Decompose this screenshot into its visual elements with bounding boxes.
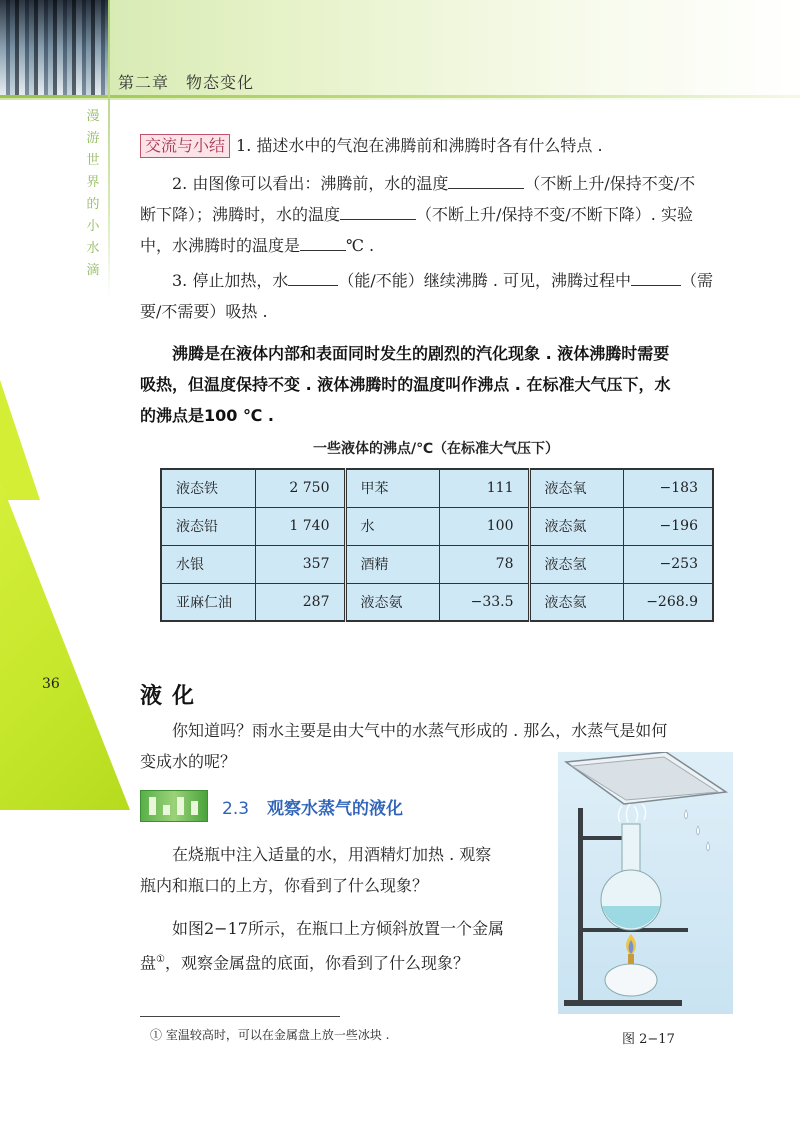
activity-p2-line1: 如图2−17所示，在瓶口上方倾斜放置一个金属 [172,919,504,938]
summary-q2-line1: 2. 由图像可以看出：沸腾前，水的温度 （不断上升/保持不变/不 [172,169,742,199]
summary-tag: 交流与小结 [140,134,230,158]
liquid-name-cell: 液态氧 [529,469,623,507]
green-wedge [0,480,130,810]
liquid-name-cell: 液态氢 [529,545,623,583]
boiling-point-cell: 2 750 [255,469,345,507]
chapter-title: 第二章 物态变化 [118,73,255,92]
activity-p1-line2: 瓶内和瓶口的上方，你看到了什么现象？ [140,876,429,895]
summary-q2-line2: 断下降）；沸腾时，水的温度 （不断上升/保持不变/不断下降）. 实验 [140,200,740,230]
boiling-point-cell: 111 [439,469,529,507]
section-heading: 液化 [140,684,205,709]
answer-blank [631,267,681,286]
boiling-point-cell: 1 740 [255,507,345,545]
page-number: 36 [42,676,60,692]
liquid-name-cell: 水 [345,507,439,545]
table-row [161,469,713,507]
answer-blank [288,267,338,286]
summary-q1: 交流与小结 1. 描述水中的气泡在沸腾前和沸腾时各有什么特点 . [140,131,740,161]
table-row [161,507,713,545]
table-caption: 一些液体的沸点/℃（在标准大气压下） [312,441,560,457]
summary-q2-line3: 中，水沸腾时的温度是 ℃ . [140,231,740,261]
table-row [161,583,713,621]
boiling-point-cell: 100 [439,507,529,545]
activity-title: 2.3 观察水蒸气的液化 [222,799,404,819]
section-intro-line2: 变成水的呢？ [140,752,237,771]
activity-icon [140,790,208,822]
footnote-marker: ① [156,954,165,965]
footnote: ① 室温较高时，可以在金属盘上放一些冰块 . [150,1028,390,1042]
boiling-point-cell: −196 [623,507,713,545]
boiling-point-cell: 78 [439,545,529,583]
liquid-name-cell: 甲苯 [345,469,439,507]
boiling-point-table [160,468,714,622]
answer-blank [448,170,524,189]
boiling-point-cell: −253 [623,545,713,583]
waterfall-photo [0,0,108,96]
liquid-name-cell: 液态氮 [529,507,623,545]
boiling-point-cell: 287 [255,583,345,621]
liquid-name-cell: 液态铁 [161,469,255,507]
boiling-point-cell: 357 [255,545,345,583]
table-row [161,545,713,583]
activity-p2-line2: 盘①，观察金属盘的底面，你看到了什么现象？ [140,953,469,973]
liquid-name-cell: 水银 [161,545,255,583]
liquid-name-cell: 液态氦 [529,583,623,621]
answer-blank [300,232,346,251]
sidebar-title: 漫游世界的小水滴 [86,109,100,278]
green-wedge-top [0,380,40,500]
boiling-definition: 沸腾是在液体内部和表面同时发生的剧烈的汽化现象 . 液体沸腾时需要 吸热，但温度保持不变 . 液体沸腾时的温度叫作沸点 . 在标准大气压下，水 的沸点是100 ℃ . [140,344,671,425]
liquid-name-cell: 亚麻仁油 [161,583,255,621]
answer-blank [340,201,416,220]
liquid-name-cell: 酒精 [345,545,439,583]
liquid-name-cell: 液态氨 [345,583,439,621]
header-rule [0,95,800,98]
flask-apparatus-illustration [558,752,733,1014]
figure-caption: 图 2−17 [622,1032,675,1047]
boiling-point-cell: −268.9 [623,583,713,621]
boiling-point-cell: −183 [623,469,713,507]
header-vertical-rule [108,0,110,300]
footnote-rule [140,1016,340,1017]
section-intro-line1: 你知道吗？雨水主要是由大气中的水蒸气形成的 . 那么，水蒸气是如何 [172,721,668,740]
boiling-point-cell: −33.5 [439,583,529,621]
summary-q3-line2: 要/不需要）吸热 . [140,302,268,321]
activity-p1-line1: 在烧瓶中注入适量的水，用酒精灯加热 . 观察 [172,845,492,864]
figure-2-17 [558,752,733,1014]
liquid-name-cell: 液态铅 [161,507,255,545]
summary-q3-line1: 3. 停止加热，水 （能/不能）继续沸腾 . 可见，沸腾过程中 （需 [172,266,742,296]
